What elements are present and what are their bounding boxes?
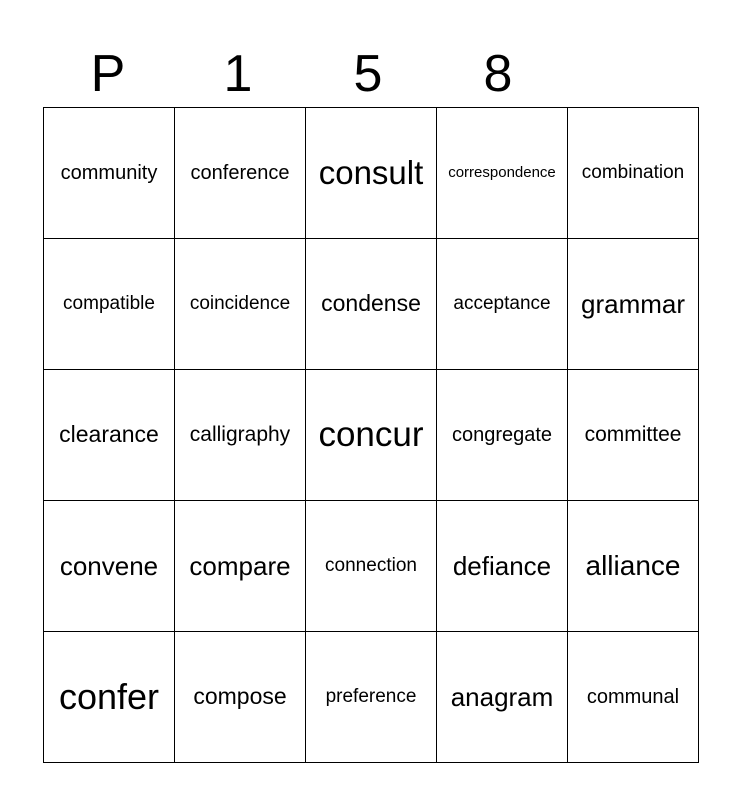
cell-word: correspondence xyxy=(448,163,556,181)
cell-word: acceptance xyxy=(453,292,551,314)
bingo-cell[interactable] xyxy=(175,370,306,501)
cell-word: compose xyxy=(193,683,287,710)
bingo-cell[interactable] xyxy=(437,108,568,239)
cell-word: conference xyxy=(190,162,290,184)
bingo-cell[interactable] xyxy=(306,370,437,501)
board-row xyxy=(44,239,699,370)
bingo-cell[interactable] xyxy=(568,108,699,239)
bingo-cell[interactable] xyxy=(306,501,437,632)
cell-word: communal xyxy=(586,686,680,708)
bingo-cell[interactable] xyxy=(568,239,699,370)
bingo-cell[interactable] xyxy=(437,239,568,370)
bingo-cell[interactable] xyxy=(306,632,437,763)
bingo-cell[interactable] xyxy=(44,108,175,239)
bingo-cell[interactable] xyxy=(306,108,437,239)
header-letter-5 xyxy=(563,40,693,108)
bingo-cell[interactable] xyxy=(437,632,568,763)
cell-word: committee xyxy=(584,423,682,447)
board-row xyxy=(44,501,699,632)
cell-word: defiance xyxy=(452,550,552,581)
cell-word: convene xyxy=(59,550,159,581)
bingo-cell[interactable] xyxy=(175,632,306,763)
cell-word: coincidence xyxy=(189,292,291,314)
board-row xyxy=(44,108,699,239)
bingo-cell[interactable] xyxy=(437,501,568,632)
cell-word: compare xyxy=(189,550,291,581)
cell-word: combination xyxy=(581,161,685,183)
cell-word: anagram xyxy=(450,681,554,712)
bingo-cell[interactable] xyxy=(175,239,306,370)
bingo-cell[interactable] xyxy=(568,501,699,632)
bingo-cell[interactable] xyxy=(568,370,699,501)
cell-word: confer xyxy=(58,676,160,718)
bingo-header xyxy=(43,40,693,108)
cell-word: community xyxy=(60,162,158,184)
board-row xyxy=(44,632,699,763)
cell-word: grammar xyxy=(580,288,685,319)
bingo-cell[interactable] xyxy=(175,501,306,632)
cell-word: condense xyxy=(321,290,421,317)
header-letter-4: 8 xyxy=(483,45,513,103)
bingo-cell[interactable] xyxy=(44,501,175,632)
header-letter-2: 1 xyxy=(223,45,253,103)
bingo-cell[interactable] xyxy=(44,370,175,501)
bingo-cell[interactable] xyxy=(306,239,437,370)
cell-word: alliance xyxy=(585,549,681,581)
bingo-cell[interactable] xyxy=(44,632,175,763)
bingo-cell[interactable] xyxy=(44,239,175,370)
bingo-cell[interactable] xyxy=(175,108,306,239)
cell-word: concur xyxy=(318,414,424,454)
cell-word: connection xyxy=(325,554,417,576)
cell-word: clearance xyxy=(59,421,159,448)
cell-word: calligraphy xyxy=(189,423,291,447)
header-letter-3: 5 xyxy=(353,45,383,103)
header-letter-1: P xyxy=(90,45,126,103)
bingo-board xyxy=(43,107,699,763)
cell-word: consult xyxy=(318,153,424,191)
board-row xyxy=(44,370,699,501)
cell-word: congregate xyxy=(451,424,553,446)
bingo-cell[interactable] xyxy=(437,370,568,501)
cell-word: compatible xyxy=(63,292,155,314)
cell-word: preference xyxy=(325,685,417,707)
bingo-cell[interactable] xyxy=(568,632,699,763)
